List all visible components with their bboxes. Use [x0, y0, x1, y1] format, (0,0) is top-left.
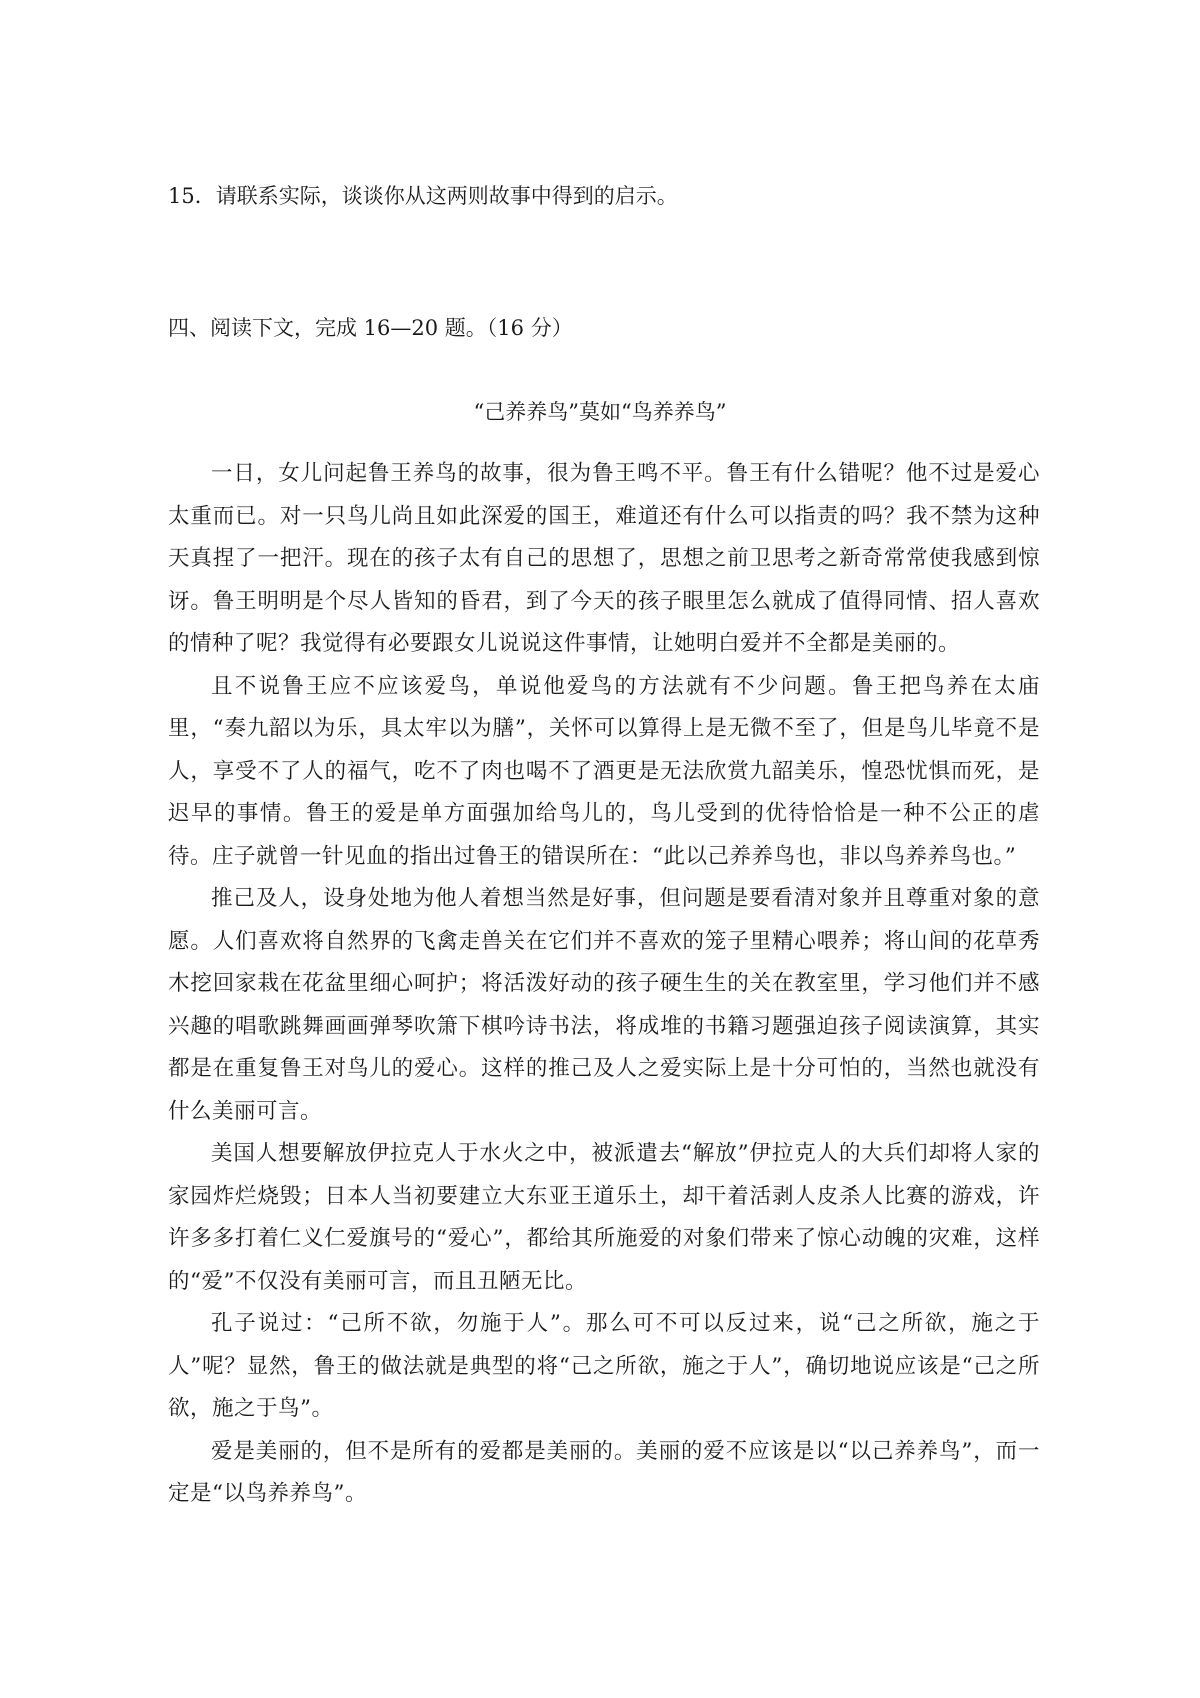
article-paragraph-3: 推己及人，设身处地为他人着想当然是好事，但问题是要看清对象并且尊重对象的意愿。人们喜欢将自然界的飞禽走兽关在它们并不喜欢的笼子里精心喂养；将山间的花草秀木挖回家栽在花盆里细心呵护；将活泼好动的孩子硬生生的关在教室里，学习他们并不感兴趣的唱歌跳舞画画弹琴吹箫下棋吟诗书法，将成堆的书籍习题强迫孩子阅读演算，其实都是在重复鲁王对鸟儿的爱心。这样的推己及人之爱实际上是十分可怕的，当然也就没有什么美丽可言。	[168, 886, 1040, 1124]
article-paragraph-2: 且不说鲁王应不应该爱鸟，单说他爱鸟的方法就有不少问题。鲁王把鸟养在太庙里，“奏九韶以为乐，具太牢以为膳”，关怀可以算得上是无微不至了，但是鸟儿毕竟不是人，享受不了人的福气，吃不了肉也喝不了酒更是无法欣赏九韶美乐，惶恐忧惧而死，是迟早的事情。鲁王的爱是单方面强加给鸟儿的，鸟儿受到的优待恰恰是一种不公正的虐待。庄子就曾一针见血的指出过鲁王的错误所在：“此以己养养鸟也，非以鸟养养鸟也。”	[168, 673, 1040, 869]
article-paragraph-1: 一日，女儿问起鲁王养鸟的故事，很为鲁王鸣不平。鲁王有什么错呢？他不过是爱心太重而已。对一只鸟儿尚且如此深爱的国王，难道还有什么可以指责的吗？我不禁为这种天真捏了一把汗。现在的孩子太有自己的思想了，思想之前卫思考之新奇常常使我感到惊讶。鲁王明明是个尽人皆知的昏君，到了今天的孩子眼里怎么就成了值得同情、招人喜欢的情种了呢？我觉得有必要跟女儿说说这件事情，让她明白爱并不全都是美丽的。	[168, 461, 1040, 656]
question-15: 15．请联系实际，谈谈你从这两则故事中得到的启示。	[168, 184, 678, 208]
article-paragraph-6: 爱是美丽的，但不是所有的爱都是美丽的。美丽的爱不应该是以“以己养养鸟”，而一定是“以鸟养养鸟”。	[168, 1438, 1040, 1506]
article-paragraph-4: 美国人想要解放伊拉克人于水火之中，被派遣去“解放”伊拉克人的大兵们却将人家的家园炸烂烧毁；日本人当初要建立大东亚王道乐土，却干着活剥人皮杀人比赛的游戏，许许多多打着仁义仁爱旗号的“爱心”，都给其所施爱的对象们带来了惊心动魄的灾难，这样的“爱”不仅没有美丽可言，而且丑陋无比。	[168, 1141, 1040, 1294]
article-title: “己养养鸟”莫如“鸟养养鸟”	[473, 400, 727, 424]
article-body	[168, 453, 1040, 1516]
section-heading: 四、阅读下文，完成 16—20 题。（16 分）	[168, 316, 573, 340]
article-paragraph-5: 孔子说过：“己所不欲，勿施于人”。那么可不可以反过来，说“己之所欲，施之于人”呢？显然，鲁王的做法就是典型的将“己之所欲，施之于人”，确切地说应该是“己之所欲，施之于鸟”。	[168, 1311, 1040, 1421]
